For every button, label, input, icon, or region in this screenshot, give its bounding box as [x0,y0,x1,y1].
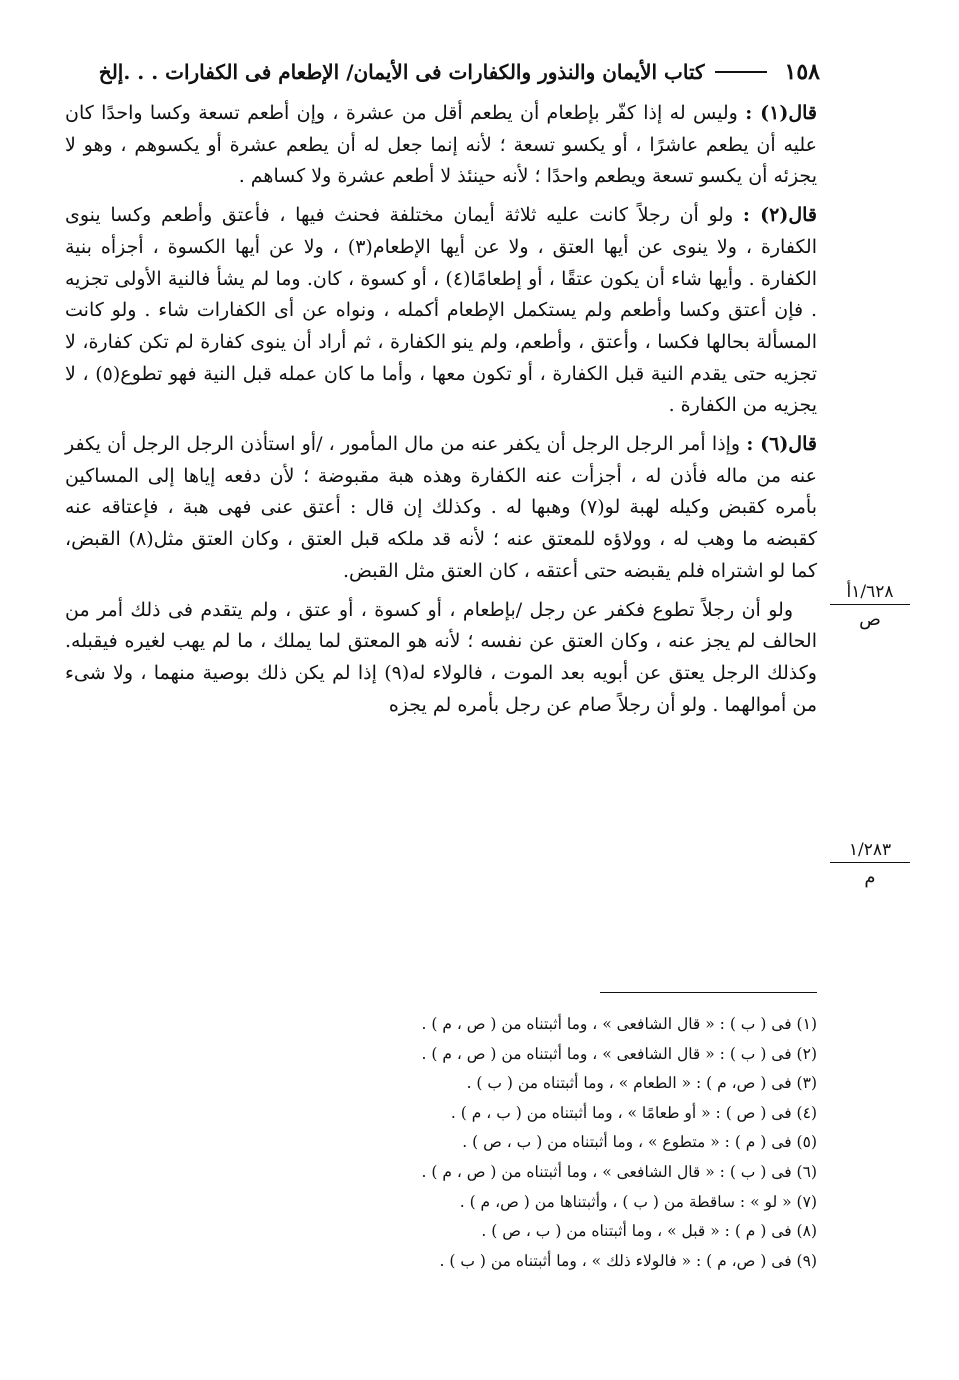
margin-note-1 [830,582,910,630]
margin-note-2 [830,840,910,888]
header-dash [715,71,767,73]
footnote: (١) فى ( ب ) : « قال الشافعى » ، وما أثبتناه من ( ص ، م ) . [421,1015,817,1033]
paragraph-3 [65,429,817,588]
paragraph-body: ولو أن رجلاً تطوع فكفر عن رجل /بإطعام ، أو كسوة ، أو عتق ، ولم يتقدم فى ذلك أمر من الحالف لم يجز عنه ، وكان العتق عن نفسه ؛ لأنه هو المعتق لما يملك ، ما لم يهب لغيره فيقبله. وكذلك الرجل يعتق عن أبويه بعد الموت ، فالولاء له(٩) إذا لم يكن ذلك بوصية منهما ، ولا شىء من أموالهما . ولو أن رجلاً صام عن رجل بأمره لم يجزه [65,598,817,716]
footnote: (٤) فى ( ص ) : « أو طعامًا » ، وما أثبتناه من ( ب ، م ) . [450,1103,817,1122]
footnote-divider [600,992,817,993]
footnote: (٦) فى ( ب ) : « قال الشافعى » ، وما أثبتناه من ( ص ، م ) . [421,1162,817,1181]
paragraph-2 [65,200,817,422]
margin-note-source: ص [859,609,881,630]
margin-note-source: م [864,867,876,888]
paragraph-4 [65,595,817,722]
paragraph-lead: قال(٢) : [742,204,817,227]
margin-note-number: ١/٢٨٣ [830,840,910,863]
paragraph-1 [65,98,817,193]
paragraph-body: وإذا أمر الرجل الرجل أن يكفر عنه من مال المأمور ، /أو استأذن الرجل الرجل أن يكفر عنه من ماله فأذن له ، أجزأت عنه الكفارة وهذه هبة مقبوضة ؛ لأن دفعه إياها إلى المساكين بأمره كقبض وكيله لهبة لو(٧) وهبها له . وكذلك إن قال : أعتق عنى فهى هبة ، فإعتاقه عنه كقبضه ما وهب له ، وولاؤه للمعتق عنه ؛ لأنه قد ملكه قبل العتق ، وكان العتق مثل(٨) القبض، كما لو اشتراه فلم يقبضه حتى أعتقه ، كان العتق مثل القبض. [65,433,817,582]
footnotes [120,1010,817,1276]
running-title: كتاب الأيمان والنذور والكفارات فى الأيمان/ الإطعام فى الكفارات . . .إلخ [98,60,705,84]
running-header [60,50,820,94]
footnote: (٣) فى ( ص، م ) : « الطعام » ، وما أثبتناه من ( ب ) . [466,1074,817,1093]
footnote: (٧) « لو » : ساقطة من ( ب ) ، وأثبتناها من ( ص، م ) . [459,1192,817,1211]
footnote: (٩) فى ( ص، م ) : « فالولاء ذلك » ، وما أثبتناه من ( ب ) . [439,1251,817,1270]
footnote: (٨) فى ( م ) : « قبل » ، وما أثبتناه من ( ب ، ص ) . [481,1222,817,1241]
footnote: (٥) فى ( م ) : « متطوع » ، وما أثبتناه من ( ب ، ص ) . [462,1133,817,1152]
page-number: ١٥٨ [784,59,820,85]
paragraph-lead: قال(١) : [745,102,818,124]
margin-note-number: ١/٦٢٨أ [830,582,910,605]
paragraph-lead: قال(٦) : [746,433,817,456]
footnote: (٢) فى ( ب ) : « قال الشافعى » ، وما أثبتناه من ( ص ، م ) . [421,1044,817,1063]
main-text [65,98,817,728]
paragraph-body: ولو أن رجلاً كانت عليه ثلاثة أيمان مختلفة فحنث فيها ، فأعتق وأطعم وكسا ينوى الكفارة ، ولا ينوى عن أيها العتق ، ولا عن أيها الإطعام(٣) ، ولا عن أيها الكسوة ، أجزأه بنية الكفارة . وأيها شاء أن يكون عتقًا ، أو إطعامًا(٤) ، أو كسوة ، كان. وما لم يشأ فالنية الأولى تجزيه . فإن أعتق وكسا وأطعم ولم يستكمل الإطعام أكمله ، ونواه عن أى الكفارات شاء . ولو كانت المسألة بحالها فكسا ، وأعتق ، وأطعم، ولم ينو الكفارة ، ثم أراد أن ينوى كفارة لم تكن كفارة، لا تجزيه حتى يقدم النية قبل الكفارة ، أو تكون معها ، وأما ما كان عمله قبل النية فهو تطوع(٥) ، لا يجزيه من الكفارة . [65,204,818,417]
paragraph-body: وليس له إذا كفّر بإطعام أن يطعم أقل من عشرة ، وإن أطعم تسعة وكسا واحدًا كان عليه أن يطعم عاشرًا ، أو يكسو تسعة ؛ لأنه إنما جعل له أن يطعم عشرة أو يكسوهم ، وهو لا يجزئه أن يكسو تسعة ويطعم واحدًا ؛ لأنه حينئذ لا أطعم عشرة ولا كساهم . [65,102,817,188]
